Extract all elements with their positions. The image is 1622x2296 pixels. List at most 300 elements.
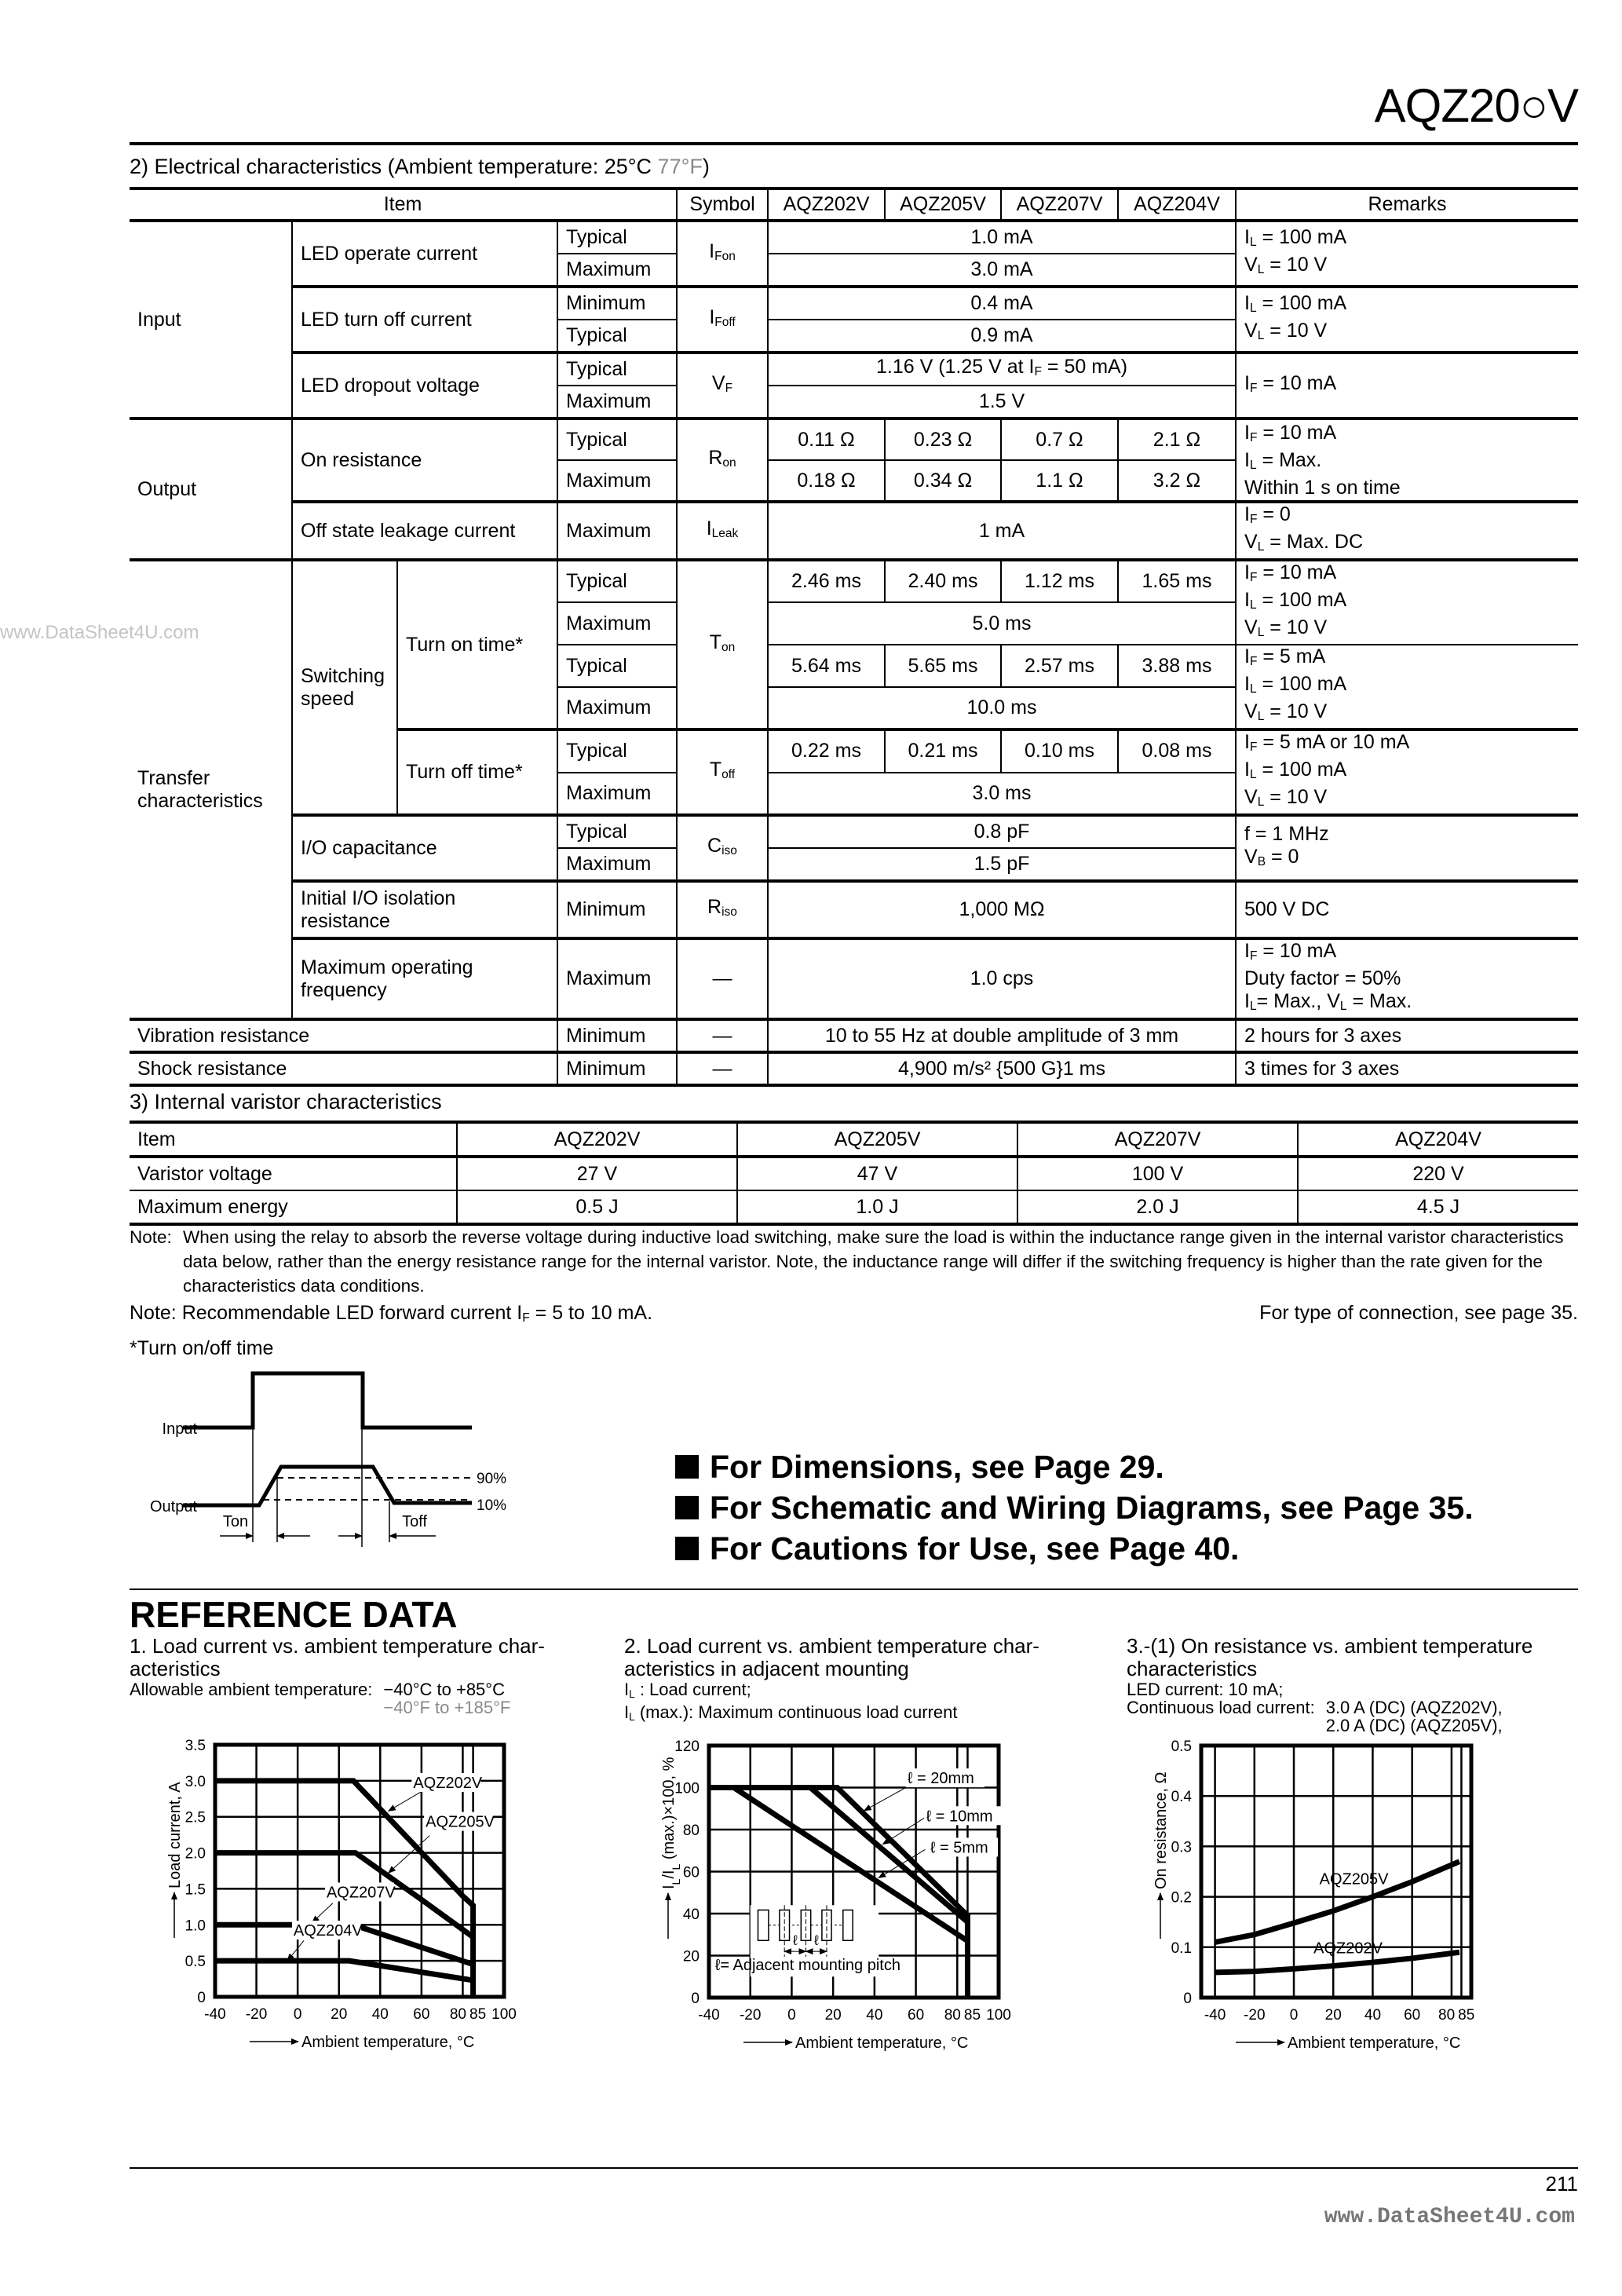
cell-value: 2.0 J [1017,1190,1298,1224]
max-freq-symbol: — [677,938,768,1019]
x-tick-label: 80 [944,2007,961,2024]
led-turnoff-cond-1: Typical [557,320,677,353]
subscript: on [722,455,736,470]
series-label: AQZ204V [293,1922,363,1940]
turn-on-val-0-2: 1.12 ms [1001,560,1118,602]
header-aqz202v: AQZ202V [457,1122,737,1157]
series-leader-arrow [312,1903,333,1923]
text-segment: = 10 mA [1257,421,1337,444]
x-tick-label: 60 [1404,2007,1421,2024]
threshold-10-label: 10% [477,1497,507,1514]
chart-3 [1153,1738,1474,2052]
shock-symbol: — [677,1052,768,1085]
text-segment: = 100 mA [1256,589,1347,611]
text-segment: = Max. [1346,990,1412,1012]
text-segment: V [1244,786,1258,808]
on-res-val-0-0: 0.11 Ω [768,419,885,460]
pitch-symbol: ℓ [792,1932,798,1949]
text-segment: I [1244,673,1250,695]
on-res-label: On resistance [292,419,557,502]
subscript: L [1257,540,1265,554]
vibration-val-0: 10 to 55 Hz at double amplitude of 3 mm [768,1019,1236,1052]
turn-off-val-0-0: 0.22 ms [768,729,885,773]
allowable-label: Allowable ambient temperature: [130,1680,373,1699]
cell-value: 0.5 J [457,1190,737,1224]
y-tick-label: 0.1 [1171,1940,1192,1957]
iso-label: Initial I/O isolation resistance [292,881,557,938]
led-operate-val-1: 3.0 mA [768,254,1236,287]
x-tick-label: -40 [204,2006,226,2023]
subscript: L [1257,710,1265,723]
turn-on-cond-0: Typical [557,560,677,602]
led-operate-cond-0: Typical [557,221,677,254]
turn-on-val-2-0: 5.64 ms [768,645,885,687]
turn-off-val-0-1: 0.21 ms [885,729,1001,773]
link-text: For Cautions for Use, see Page 40. [710,1530,1240,1567]
subscript: L [1249,1000,1257,1013]
relay-outline [843,1910,853,1940]
mounting-pitch-inset [715,1905,901,1976]
reference-data-title: REFERENCE DATA [130,1594,458,1635]
text-segment: I [624,1702,630,1722]
y-tick-label: 0 [691,1991,700,2007]
led-operate-val-0: 1.0 mA [768,221,1236,254]
on-res-cond-1: Maximum [557,460,677,502]
max-freq-val-0: 1.0 cps [768,938,1236,1019]
x-tick-label: 40 [866,2007,883,2024]
series-leader-arrow [389,1792,422,1812]
y-axis-label: Load current, A [166,1782,184,1888]
subscript: Foff [714,315,736,329]
io-cap-val-0: 0.8 pF [768,815,1236,848]
text-segment: V [1244,700,1258,722]
x-tick-label: 0 [293,2006,302,2023]
turn-off-label: Turn off time* [397,729,557,815]
text-segment: V [711,371,725,394]
led-operate-cond-1: Maximum [557,254,677,287]
subscript: on [721,640,736,654]
subscript: off [721,768,736,781]
y-tick-label: 100 [674,1780,700,1797]
text-segment: I [1244,645,1250,667]
subscript: L [1249,236,1257,249]
cell-value: 220 V [1298,1157,1578,1190]
off-leak-label: Off state leakage current [292,502,557,560]
series-label: AQZ207V [326,1884,396,1902]
chart3-title-line1: 3.-(1) On resistance vs. ambient temperature [1127,1634,1533,1658]
remark-line: 500 V DC [1244,898,1330,920]
y-tick-label: 0.4 [1171,1789,1192,1806]
groups-output: Output [130,419,292,560]
io-cap-label: I/O capacitance [292,815,557,881]
cell-value: 47 V [737,1157,1017,1190]
chart1-title-line2: acteristics [130,1657,221,1680]
subscript: F [1249,381,1258,395]
footer-rule [130,2167,1578,2169]
subscript: B [1257,855,1266,868]
turn-on-val-2-2: 2.57 ms [1001,645,1118,687]
row-label: Varistor voltage [130,1157,457,1190]
y-tick-label: 0 [197,1990,206,2006]
series-label: AQZ205V [426,1813,495,1831]
x-tick-label: -20 [1244,2007,1266,2024]
text-segment: R [707,896,722,918]
subscript: F [1249,949,1258,963]
page-number: 211 [1545,2172,1578,2195]
text-segment: V [1244,846,1258,868]
turn-on-val-2-3: 3.88 ms [1118,645,1236,687]
x-tick-label: 20 [824,2007,842,2024]
shock-label: Shock resistance [130,1052,557,1085]
subscript: L [670,1878,682,1885]
on-res-val-1-0: 0.18 Ω [768,460,885,502]
subscript: F [1249,513,1258,526]
x-tick-label: 0 [787,2007,796,2024]
turn-on-cond-1: Maximum [557,602,677,645]
vibration-symbol: — [677,1019,768,1052]
subscript: F [1249,571,1258,584]
subscript: F [1249,430,1258,444]
link-text: For Schematic and Wiring Diagrams, see Page 35. [710,1490,1474,1526]
series-label: ℓ = 10mm [926,1808,993,1826]
y-axis-label [660,1757,682,1889]
text-segment: = 10 mA [1257,940,1337,962]
cell-value: 1.0 J [737,1190,1017,1224]
y-tick-label: 0 [1183,1991,1192,2007]
cell-value: 27 V [457,1157,737,1190]
subscript: Fon [714,249,736,263]
off-leak-cond-0: Maximum [557,502,677,560]
varistor-section-title: 3) Internal varistor characteristics [130,1090,442,1113]
reference-charts [166,1738,1474,2052]
text-segment: = Max., V [1256,990,1340,1012]
led-turnoff-val-0: 0.4 mA [768,287,1236,320]
text-segment: I [1244,421,1250,444]
turn-on-val-0-0: 2.46 ms [768,560,885,602]
groups-input: Input [130,221,292,419]
chart2-title-line1: 2. Load current vs. ambient temperature char- [624,1634,1039,1658]
iso-val-0: 1,000 MΩ [768,881,1236,938]
series-label: ℓ = 5mm [930,1839,988,1857]
on-res-val-1-2: 1.1 Ω [1001,460,1118,502]
text-segment: C [707,834,722,857]
text-segment: = 100 mA [1256,226,1347,248]
text-segment: = 0 [1266,846,1299,868]
turn-on-val-2-1: 5.65 ms [885,645,1001,687]
text-segment: R [708,446,723,469]
subscript: L [1249,302,1257,315]
subscript: F [1249,740,1258,754]
led-turnoff-label: LED turn off current [292,287,557,353]
y-tick-label: 1.5 [184,1881,206,1899]
text-segment: = 10 mA [1257,371,1337,394]
text-segment: = 10 V [1264,616,1328,638]
pitch-symbol: ℓ [813,1932,819,1949]
timing-input-label: Input [162,1420,197,1438]
x-axis-label: Ambient temperature, °C [795,2035,969,2052]
chart3-led-current: LED current: 10 mA; [1127,1680,1284,1699]
load-value-2: 2.0 A (DC) (AQZ205V), [1325,1716,1503,1735]
text-segment: V [1244,320,1258,342]
text-segment: I [709,305,715,328]
x-tick-label: 0 [1289,2007,1299,2024]
text-segment: = 10 mA [1257,561,1337,583]
watermark: www.DataSheet4U.com [0,622,199,643]
y-tick-label: 0.3 [1171,1839,1192,1856]
y-tick-label: 0.5 [1171,1738,1192,1755]
load-label: Continuous load current: [1127,1698,1315,1717]
remark-line: 3 times for 3 axes [1244,1057,1400,1080]
series-label: ℓ = 20mm [908,1770,974,1788]
text-segment: I [1244,990,1250,1012]
document-title: AQZ20○V [1374,79,1578,132]
text-segment: I [1244,503,1250,525]
section-title-end: ) [702,155,710,178]
chart2-title-line2: acteristics in adjacent mounting [624,1657,909,1680]
x-tick-label: 85 [1458,2007,1475,2024]
series-leader-arrow [882,1818,924,1844]
header-item: Item [130,1122,457,1157]
cell-value: 100 V [1017,1157,1298,1190]
range-fahrenheit: −40°F to +185°F [383,1698,511,1717]
text-segment: I [1244,940,1250,962]
text-segment: Note: Recommendable LED forward current I [130,1302,523,1324]
header-aqz207v: AQZ207V [1017,1122,1298,1157]
remark-line: 2 hours for 3 axes [1244,1024,1402,1047]
turn-on-cond-2: Typical [557,645,677,687]
y-tick-label: 3.5 [184,1738,206,1754]
y-tick-label: 60 [682,1864,700,1881]
chart3-title-line2: characteristics [1127,1657,1258,1680]
series-leader-arrow [287,1940,304,1961]
max-freq-cond-0: Maximum [557,938,677,1019]
header-models-0: AQZ202V [768,188,885,221]
text-segment: = 5 to 10 mA. [529,1302,653,1324]
subscript: L [1257,795,1265,809]
led-dropout-val-1: 1.5 V [768,386,1236,419]
x-tick-label: 100 [986,2007,1011,2024]
max-freq-label: Maximum operating frequency [292,938,557,1019]
text-segment: I [660,1885,678,1889]
note-text: When using the relay to absorb the reverse voltage during inductive load switching, make sure the load is within the inductance range given in the internal varistor characteristics data below, rather than the energy resistance range for the internal varistor. Note, the inductance range will differ if the switching frequency is higher than the rate given for the characteristics data conditions. [183,1227,1564,1296]
header-aqz204v: AQZ204V [1298,1122,1578,1157]
chart-1 [166,1738,517,2051]
chart1-title-line1: 1. Load current vs. ambient temperature char- [130,1634,545,1658]
load-value-1: 3.0 A (DC) (AQZ202V), [1325,1698,1503,1717]
turn-off-cond-1: Maximum [557,773,677,816]
groups-switching: Switching speed [292,560,397,815]
remark-line: Within 1 s on time [1244,476,1401,499]
turn-on-val-3: 10.0 ms [768,687,1236,729]
text-segment: = 5 mA or 10 mA [1257,731,1410,753]
header-item: Item [130,188,677,221]
x-tick-label: 85 [469,2006,487,2023]
y-tick-label: 120 [674,1738,700,1755]
footer-site: www.DataSheet4U.com [1324,2205,1575,2229]
x-tick-label: 60 [413,2006,430,2023]
threshold-90-label: 90% [477,1471,507,1487]
text-segment: I [1244,589,1250,611]
vibration-label: Vibration resistance [130,1019,557,1052]
x-tick-label: 20 [331,2006,348,2023]
remark-line: f = 1 MHz [1244,823,1329,845]
text-segment: = 100 mA [1256,292,1347,314]
series-line-AQZ204V [215,1961,473,1980]
note-label: Note: [130,1227,172,1247]
text-segment: T [709,759,722,781]
ton-label: Ton [222,1513,249,1530]
toff-label: Toff [402,1513,427,1530]
groups-transfer: Transfer characteristics [130,560,292,1019]
turn-on-val-1: 5.0 ms [768,602,1236,645]
turn-on-val-0-1: 2.40 ms [885,560,1001,602]
text-segment: (max.): Maximum continuous load current [634,1702,958,1722]
turn-off-val-0-2: 0.10 ms [1001,729,1118,773]
header-models-2: AQZ207V [1001,188,1118,221]
y-axis-label: On resistance, Ω [1153,1771,1170,1889]
x-tick-label: 40 [1364,2007,1382,2024]
subscript: L [1249,598,1257,612]
input-waveform [183,1373,472,1428]
led-operate-label: LED operate current [292,221,557,287]
text-segment: I [706,517,712,539]
io-cap-cond-0: Typical [557,815,677,848]
series-label: AQZ202V [413,1775,483,1793]
fahrenheit-value: 77°F [657,155,703,178]
text-segment: T [709,631,722,653]
turn-onoff-label: *Turn on/off time [130,1337,274,1359]
y-tick-label: 1.0 [184,1918,206,1935]
header-models-3: AQZ204V [1118,188,1236,221]
y-tick-label: 2.5 [184,1809,206,1826]
text-segment: I [624,1680,630,1699]
text-segment: = 100 mA [1256,673,1347,695]
led-dropout-cond-0: Typical [557,353,677,386]
off-leak-val-0: 1 mA [768,502,1236,560]
on-res-val-1-3: 3.2 Ω [1118,460,1236,502]
text-segment: 1.16 V (1.25 V at I [875,356,1035,378]
y-tick-label: 2.0 [184,1845,206,1863]
text-segment: (max.)×100, % [660,1757,678,1864]
on-res-val-0-2: 0.7 Ω [1001,419,1118,460]
subscript: L [1257,329,1265,342]
x-axis-label: Ambient temperature, °C [301,2034,475,2051]
subscript: F [522,1311,530,1325]
link-text: For Dimensions, see Page 29. [710,1449,1164,1485]
x-tick-label: -20 [739,2007,762,2024]
text-segment: = 10 V [1264,786,1328,808]
text-segment: I [1244,292,1250,314]
y-tick-label: 20 [682,1948,700,1965]
remark-line: Duty factor = 50% [1244,967,1401,989]
subscript: Leak [711,526,739,540]
y-tick-label: 0.2 [1171,1889,1192,1907]
turn-off-val-1: 3.0 ms [768,773,1236,816]
y-tick-label: 40 [682,1907,700,1923]
text-segment: I [1244,371,1250,394]
on-res-val-0-1: 0.23 Ω [885,419,1001,460]
text-segment: V [1244,531,1258,553]
text-segment: = 10 V [1264,254,1328,276]
io-cap-val-1: 1.5 pF [768,848,1236,881]
text-segment: I [1244,561,1250,583]
subscript: F [725,381,733,395]
row-label: Maximum energy [130,1190,457,1224]
timing-diagram [150,1373,506,1547]
timing-output-label: Output [149,1498,197,1515]
subscript: L [629,1688,635,1700]
subscript: L [1257,263,1265,276]
turn-off-val-0-3: 0.08 ms [1118,729,1236,773]
text-segment: = 100 mA [1256,759,1347,781]
subscript: L [1249,458,1257,472]
subscript: L [1249,682,1257,696]
inset-label: ℓ= Adjacent mounting pitch [714,1957,901,1975]
text-segment: /I [660,1870,678,1879]
subscript: iso [721,843,737,857]
text-segment: : Load current; [634,1680,751,1699]
x-tick-label: 20 [1324,2007,1342,2024]
connection-note: For type of connection, see page 35. [1259,1302,1578,1324]
y-tick-label: 0.5 [184,1954,206,1971]
x-tick-label: 40 [371,2006,389,2023]
led-dropout-cond-1: Maximum [557,386,677,419]
text-segment: I [1244,226,1250,248]
x-tick-label: 80 [1438,2007,1456,2024]
x-tick-label: -40 [698,2007,720,2024]
x-tick-label: 80 [449,2006,466,2023]
text-segment: = Max. [1256,448,1322,471]
vibration-cond-0: Minimum [557,1019,677,1052]
turn-on-cond-3: Maximum [557,687,677,729]
cell-value: 4.5 J [1298,1190,1578,1224]
header-aqz205v: AQZ205V [737,1122,1017,1157]
text-segment: V [1244,616,1258,638]
relay-outline [758,1910,768,1940]
x-tick-label: 60 [908,2007,925,2024]
text-segment: = 10 V [1264,320,1328,342]
series-label: AQZ202V [1313,1940,1383,1958]
iso-cond-0: Minimum [557,881,677,938]
turn-on-val-0-3: 1.65 ms [1118,560,1236,602]
turn-on-label: Turn on time* [397,560,557,729]
x-tick-label: -40 [1204,2007,1226,2024]
header-remarks: Remarks [1236,188,1578,221]
subscript: L [1257,626,1265,639]
section-title-text: 2) Electrical characteristics (Ambient temperature: 25°C [130,155,658,178]
on-res-cond-0: Typical [557,419,677,460]
led-turnoff-val-1: 0.9 mA [768,320,1236,353]
y-tick-label: 3.0 [184,1773,206,1790]
text-segment: = Max. DC [1264,531,1364,553]
shock-cond-0: Minimum [557,1052,677,1085]
y-tick-label: 80 [682,1823,700,1839]
x-tick-label: 100 [491,2006,517,2023]
text-segment: I [1244,759,1250,781]
text-segment: = 10 V [1264,700,1328,722]
text-segment: = 50 mA) [1041,356,1128,378]
text-segment: V [1244,254,1258,276]
subscript: L [1339,1000,1347,1013]
text-segment: I [1244,731,1250,753]
subscript: F [1249,655,1258,668]
on-res-val-0-3: 2.1 Ω [1118,419,1236,460]
x-tick-label: -20 [245,2006,268,2023]
x-tick-label: 85 [963,2007,981,2024]
text-segment: = 5 mA [1257,645,1326,667]
chart-2 [660,1738,1011,2052]
x-axis-label: Ambient temperature, °C [1288,2035,1461,2052]
